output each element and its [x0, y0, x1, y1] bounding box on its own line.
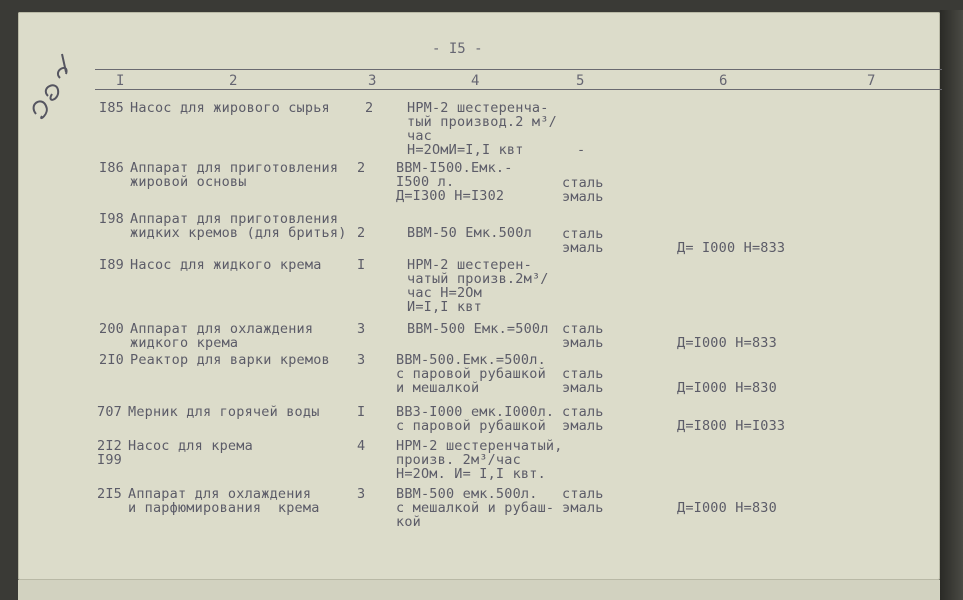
row-spec: ВВМ-500 Емк.=500л: [407, 321, 549, 337]
row-spec: с паровой рубашкой: [396, 418, 546, 434]
row-qty: I: [357, 257, 366, 273]
row-number: I98: [99, 211, 124, 227]
row-dims: Д=I800 Н=I033: [677, 418, 786, 434]
row-name: Аппарат для охлаждения: [130, 321, 314, 337]
row-dims: Д=I000 Н=833: [677, 335, 777, 351]
row-spec: кой: [396, 514, 421, 530]
row-material: -: [577, 142, 586, 158]
book-edge: [940, 10, 963, 600]
row-spec: Д=I300 Н=I302: [396, 188, 505, 204]
row-material: сталь: [562, 321, 604, 337]
row-number: I89: [99, 257, 124, 273]
header-rule-top: [95, 69, 942, 70]
handwritten-page-number: [22, 44, 82, 124]
row-name: Мерник для горячей воды: [128, 404, 320, 420]
row-spec: НРМ-2 шестерен-: [407, 257, 532, 273]
row-qty: I: [357, 404, 366, 420]
row-spec: Н=2ОмИ=I,I квт: [407, 142, 524, 158]
row-qty: 4: [357, 438, 366, 454]
row-material: эмаль: [562, 380, 604, 396]
column-header-7: 7: [867, 73, 876, 89]
row-spec: I500 л.: [396, 174, 455, 190]
row-spec: и мешалкой: [396, 380, 480, 396]
row-material: сталь: [562, 404, 604, 420]
next-page-edge: [18, 580, 940, 600]
row-qty: 2: [357, 160, 366, 176]
row-number: 2I2 I99: [97, 438, 122, 468]
row-material: эмаль: [562, 335, 604, 351]
row-material: эмаль: [562, 500, 604, 516]
column-header-3: 3: [368, 73, 377, 89]
column-header-2: 2: [229, 73, 238, 89]
row-spec: НРМ-2 шестеренча-: [407, 100, 549, 116]
row-number: I85: [99, 100, 124, 116]
row-number: 2I0: [99, 352, 124, 368]
row-name: Аппарат для приготовления: [130, 211, 339, 227]
row-name: жировой основы: [130, 174, 247, 190]
row-spec: Н=2Ом. И= I,I квт.: [396, 466, 546, 482]
row-dims: Д=I000 Н=830: [677, 380, 777, 396]
row-number: 200: [99, 321, 124, 337]
row-spec: тый производ.2 м³/: [407, 114, 557, 130]
row-material: эмаль: [562, 240, 604, 256]
row-number: 2I5: [97, 486, 122, 502]
row-spec: час: [407, 128, 432, 144]
row-spec: ВВМ-500 емк.500л.: [396, 486, 538, 502]
row-name: Насос для жидкого крема: [130, 257, 322, 273]
row-material: сталь: [562, 175, 604, 191]
row-name: жидкого крема: [130, 335, 239, 351]
column-header-5: 5: [576, 73, 585, 89]
row-qty: 2: [357, 225, 366, 241]
row-spec: с паровой рубашкой: [396, 366, 546, 382]
page-number: - I5 -: [432, 41, 483, 57]
row-name: Аппарат для охлаждения: [128, 486, 312, 502]
column-header-4: 4: [471, 73, 480, 89]
row-name: и парфюмирования крема: [128, 500, 320, 516]
row-dims: Д=I000 Н=830: [677, 500, 777, 516]
row-spec: ВВМ-I500.Емк.-: [396, 160, 513, 176]
row-spec: НРМ-2 шестеренчатый,: [396, 438, 563, 454]
row-dims: Д= I000 Н=833: [677, 240, 786, 256]
header-rule-bottom: [95, 89, 942, 90]
row-spec: ВВЗ-I000 емк.I000л.: [396, 404, 555, 420]
row-name: Аппарат для приготовления: [130, 160, 339, 176]
row-qty: 3: [357, 321, 366, 337]
row-qty: 3: [357, 486, 366, 502]
row-material: сталь: [562, 486, 604, 502]
row-material: сталь: [562, 226, 604, 242]
row-qty: 2: [365, 100, 374, 116]
row-material: эмаль: [562, 189, 604, 205]
row-spec: ВВМ-500.Емк.=500л.: [396, 352, 546, 368]
row-material: сталь: [562, 366, 604, 382]
row-qty: 3: [357, 352, 366, 368]
row-spec: ВВМ-50 Емк.500л: [407, 225, 532, 241]
row-spec: час Н=2Ом: [407, 285, 482, 301]
column-header-1: I: [116, 73, 125, 89]
row-spec: с мешалкой и рубаш-: [396, 500, 555, 516]
row-number: 707: [97, 404, 122, 420]
row-number: I86: [99, 160, 124, 176]
row-spec: чатый произв.2м³/: [407, 271, 549, 287]
row-spec: И=I,I квт: [407, 299, 482, 315]
row-material: эмаль: [562, 418, 604, 434]
column-header-6: 6: [719, 73, 728, 89]
row-spec: произв. 2м³/час: [396, 452, 521, 468]
row-name: Насос для крема: [128, 438, 253, 454]
row-name: Реактор для варки кремов: [130, 352, 330, 368]
row-name: жидких кремов (для бритья): [130, 225, 347, 241]
row-name: Насос для жирового сырья: [130, 100, 330, 116]
